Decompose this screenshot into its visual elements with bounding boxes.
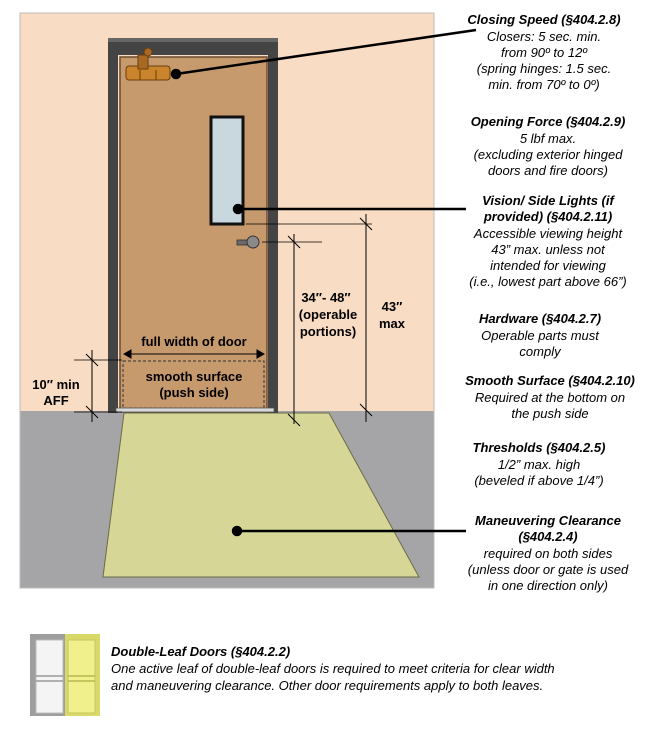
hardware-title: Hardware (§404.2.7) — [478, 311, 602, 326]
annotation-opening-force — [471, 114, 626, 178]
threshold — [116, 408, 274, 412]
annotation-maneuvering — [468, 513, 629, 593]
annotation-closing-speed — [467, 12, 620, 92]
opening-force-line-3: doors and fire doors) — [488, 163, 608, 178]
maneuvering-line-1: required on both sides — [483, 546, 613, 561]
annotation-thresholds — [473, 440, 606, 488]
vision-lights-line-4: (i.e., lowest part above 66”) — [469, 274, 627, 289]
frame-edge — [108, 38, 278, 42]
double-leaf-line-2: and maneuvering clearance. Other door requirements apply to both leaves. — [111, 678, 544, 693]
hardware-line-2: comply — [519, 344, 561, 359]
min-aff-label-2: AFF — [43, 393, 69, 408]
door-leaf — [120, 57, 267, 412]
operable-label-2: (operable — [298, 307, 358, 322]
annotation-vision-lights — [469, 193, 627, 289]
operable-label-1: 34″- 48″ — [301, 290, 351, 305]
maneuvering-title-1: Maneuvering Clearance — [475, 513, 621, 528]
smooth-surface-label-2: (push side) — [159, 385, 229, 400]
double-leaf-title: Double-Leaf Doors (§404.2.2) — [111, 644, 291, 659]
annotation-smooth-surface — [465, 373, 635, 421]
closing-speed-line-2: from 90º to 12º — [500, 45, 588, 60]
opening-force-line-2: (excluding exterior hinged — [473, 147, 623, 162]
maneuvering-line-2: (unless door or gate is used — [467, 562, 629, 577]
vision-lights-title-1: Vision/ Side Lights (if — [482, 193, 614, 208]
smooth-surface-label-1: smooth surface — [145, 369, 243, 384]
vision-lights-line-1: Accessible viewing height — [473, 226, 623, 241]
thresholds-title: Thresholds (§404.2.5) — [472, 440, 606, 455]
closing-speed-title: Closing Speed (§404.2.8) — [467, 12, 621, 27]
smooth-surface-title: Smooth Surface (§404.2.10) — [465, 373, 635, 388]
full-width-label: full width of door — [141, 334, 247, 349]
vision-lights-line-2: 43” max. unless not — [491, 242, 605, 257]
double-leaf-line-1: One active leaf of double-leaf doors is required to meet criteria for clear width — [111, 661, 555, 676]
double-leaf-doors-icon — [30, 634, 100, 716]
smooth-surface-line-2: the push side — [511, 406, 589, 421]
operable-label-3: portions) — [299, 324, 357, 339]
closing-speed-line-4: min. from 70º to 0º) — [488, 77, 600, 92]
thresholds-line-1: 1/2” max. high — [497, 457, 581, 472]
closing-speed-line-3: (spring hinges: 1.5 sec. — [476, 61, 612, 76]
smooth-surface-line-1: Required at the bottom on — [474, 390, 626, 405]
min-aff-label-1: 10″ min — [32, 377, 80, 392]
annotation-hardware — [479, 311, 601, 359]
max-43-label-2: max — [378, 316, 406, 331]
vision-lights-line-3: intended for viewing — [490, 258, 606, 273]
maneuvering-title-2: (§404.2.4) — [518, 529, 578, 544]
maneuvering-line-3: in one direction only) — [488, 578, 608, 593]
opening-force-title: Opening Force (§404.2.9) — [470, 114, 626, 129]
max-43-label-1: 43″ — [381, 299, 403, 314]
vision-lights-title-2: provided) (§404.2.11) — [483, 209, 613, 224]
thresholds-line-2: (beveled if above 1/4”) — [474, 473, 604, 488]
hardware-line-1: Operable parts must — [481, 328, 599, 343]
opening-force-line-1: 5 lbf max. — [519, 131, 577, 146]
closing-speed-line-1: Closers: 5 sec. min. — [486, 29, 602, 44]
